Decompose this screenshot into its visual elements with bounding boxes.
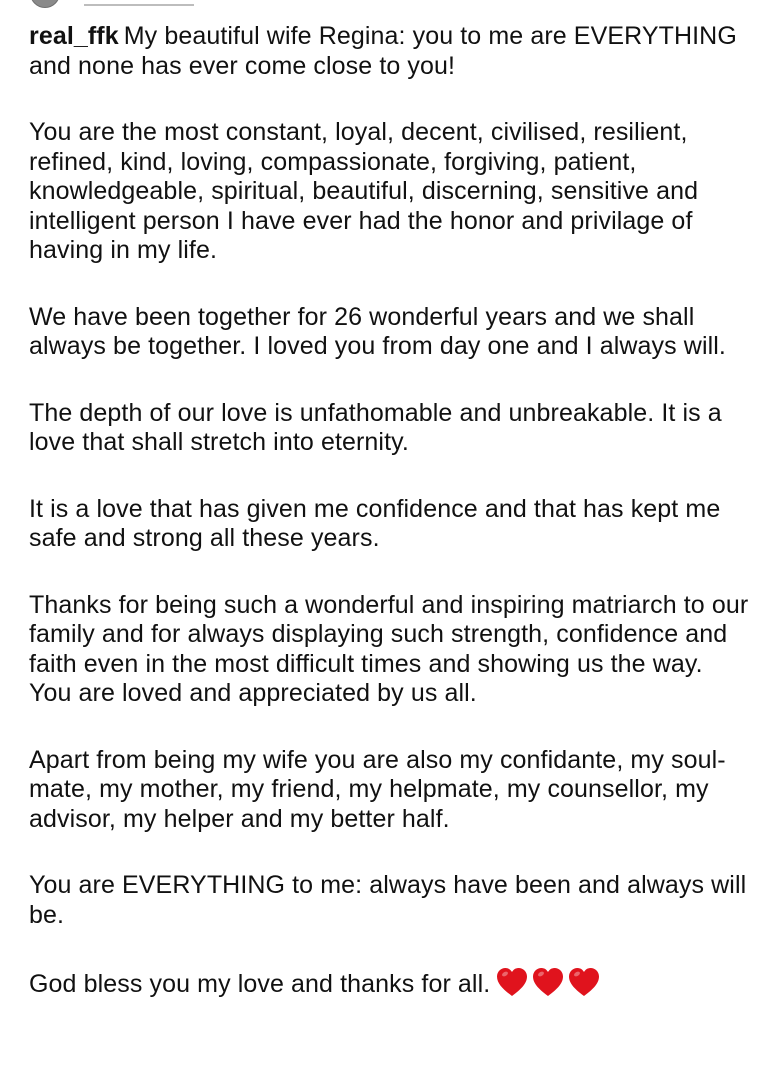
caption-paragraph: We have been together for 26 wonderful years and we shall always be together. I loved you from day one and I always will. <box>29 302 726 360</box>
closing-text: God bless you my love and thanks for all. <box>29 970 491 998</box>
heart-icon <box>496 967 528 998</box>
heart-icon <box>568 967 600 998</box>
caption-paragraph: You are the most constant, loyal, decent, civilised, resilient, refined, kind, loving, compassionate, forgiving, patient, knowledgeable, spiritual, beautiful, discerning, sensitive and intelligent person I have ever had the honor and privilage of having in my life. <box>29 118 699 264</box>
caption-paragraph: Thanks for being such a wonderful and inspiring matriarch to our family and for always displaying such strength, confidence and faith even in the most difficult times and showing us the way. You are loved and appreciated by us all. <box>29 590 749 707</box>
caption-intro-text: My beautiful wife Regina: you to me are EVERYTHING and none has ever come close to you! <box>29 22 737 80</box>
avatar[interactable] <box>30 0 60 8</box>
heart-icon <box>532 967 564 998</box>
caption-paragraph-closing <box>29 967 751 1006</box>
caption-paragraph: Apart from being my wife you are also my confidante, my soul-mate, my mother, my friend, my helpmate, my counsellor, my advisor, my helper and my better half. <box>29 745 726 833</box>
caption-paragraph: You are EVERYTHING to me: always have been and always will be. <box>29 871 747 929</box>
post-header-peek <box>0 0 771 10</box>
caption-paragraph-intro <box>29 22 751 81</box>
caption-paragraph: The depth of our love is unfathomable and unbreakable. It is a love that shall stretch into eternity. <box>29 398 722 456</box>
post-caption <box>29 22 751 1006</box>
header-username-peek[interactable] <box>84 0 194 6</box>
heart-emoji-group <box>496 967 604 1006</box>
caption-username[interactable]: real_ffk <box>29 22 119 50</box>
caption-paragraph: It is a love that has given me confidence and that has kept me safe and strong all these years. <box>29 494 721 552</box>
